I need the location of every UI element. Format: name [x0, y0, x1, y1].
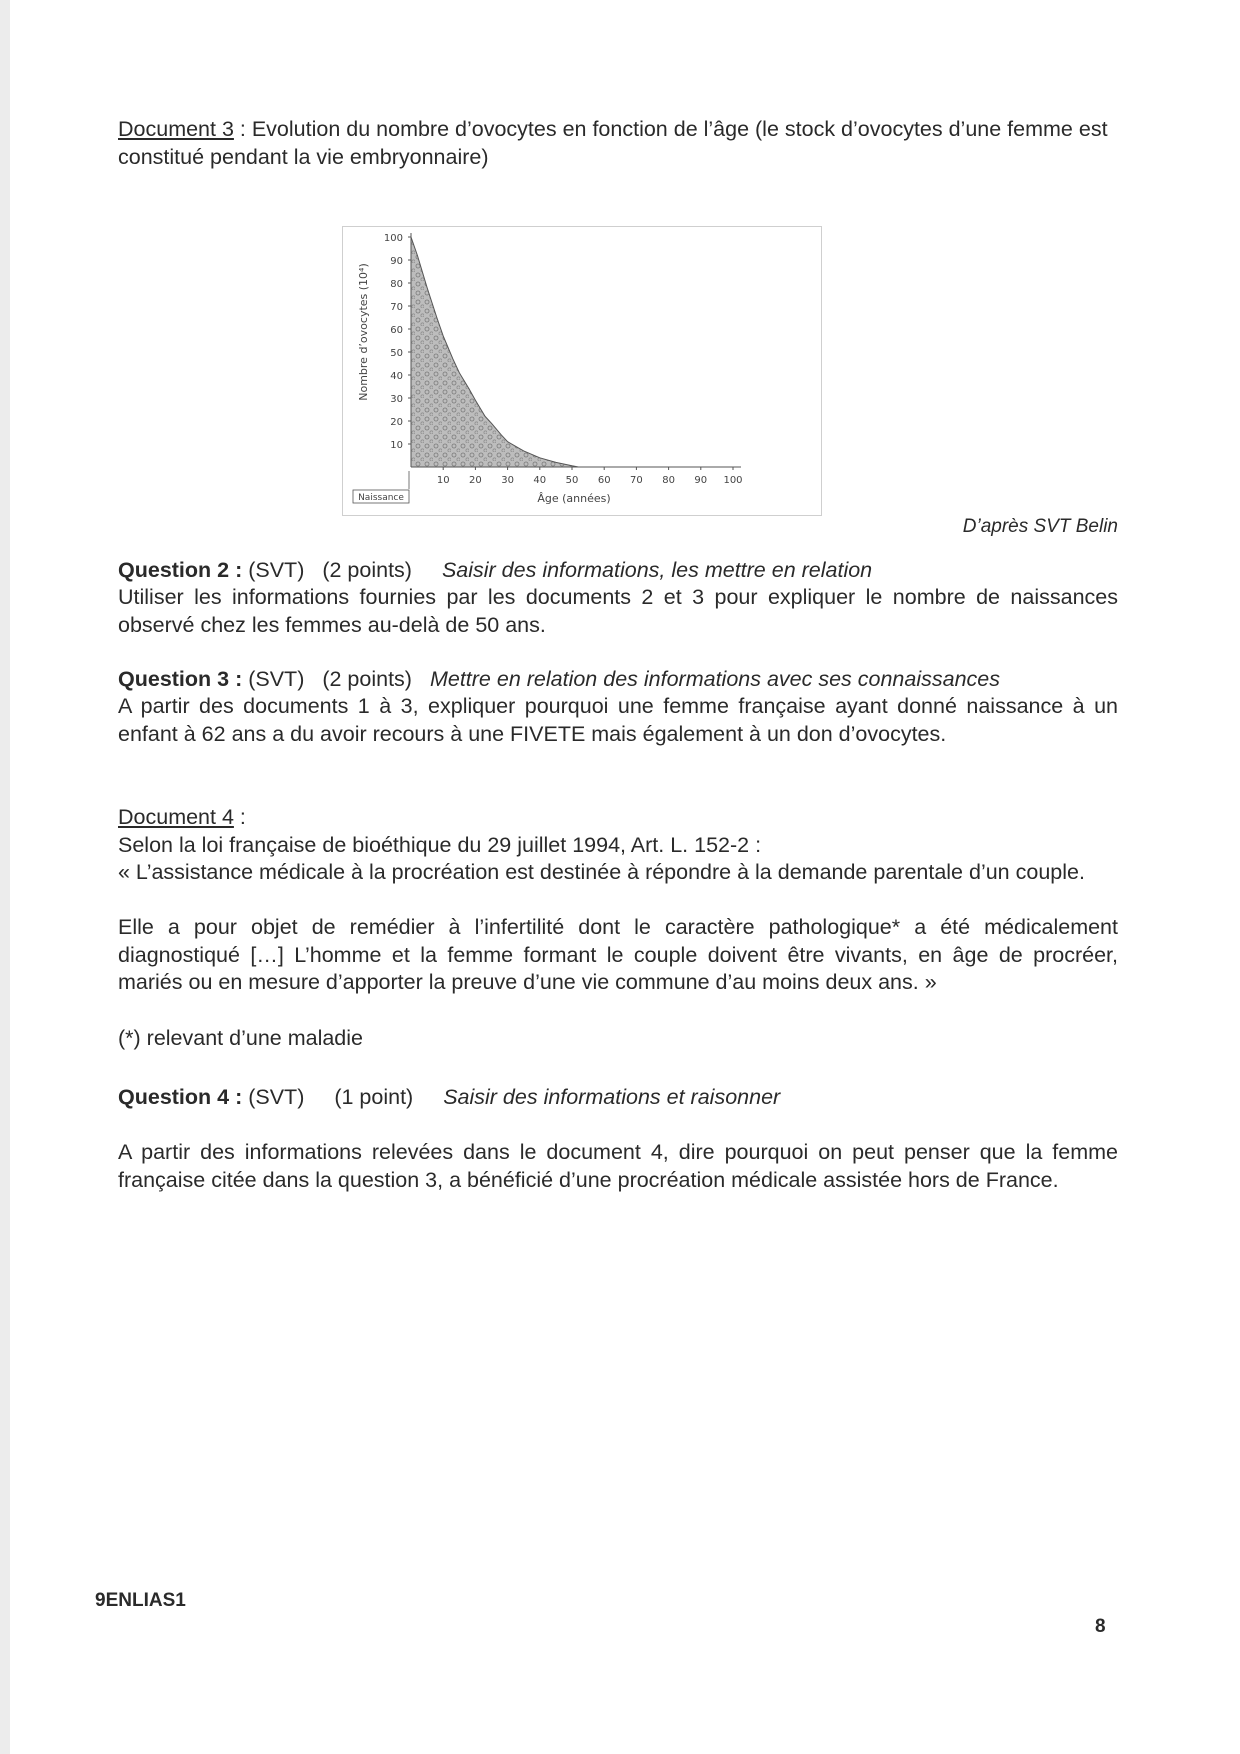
y-tick-label: 10 [390, 440, 403, 451]
document-4-title: Document 4 [118, 805, 234, 829]
question-2-label: Question 2 : [118, 558, 243, 582]
x-tick-label: 20 [469, 475, 482, 486]
y-tick-label: 40 [390, 371, 403, 382]
y-tick-label: 60 [390, 325, 403, 336]
oocyte-area [411, 237, 578, 467]
x-axis-label: Âge (années) [537, 492, 611, 505]
document-3-description: Evolution du nombre d’ovocytes en fonction de l’âge (le stock d’ovocytes d’une femme est constitué pendant la vie embryonnaire) [118, 117, 1108, 169]
y-tick-label: 20 [390, 417, 403, 428]
x-tick-label: 30 [501, 475, 514, 486]
page-number: 8 [1095, 1616, 1106, 1637]
x-tick-label: 40 [533, 475, 547, 486]
document-3-separator: : [233, 117, 252, 141]
document-4-separator: : [233, 805, 246, 829]
document-4-quote-part1: « L’assistance médicale à la procréation est destinée à répondre à la demande parentale d’un couple. [118, 860, 1085, 884]
y-tick-label: 90 [390, 256, 403, 267]
question-2-points: (2 points) [322, 558, 412, 582]
question-2-text: Utiliser les informations fournies par les documents 2 et 3 pour expliquer le nombre de naissances observé chez les femmes au-delà de 50 ans. [118, 585, 1118, 637]
question-4-label: Question 4 : [118, 1085, 243, 1109]
document-4-heading [118, 804, 1118, 832]
document-4-law-reference: Selon la loi française de bioéthique du 29 juillet 1994, Art. L. 152-2 : [118, 833, 762, 857]
x-tick-label: 80 [662, 475, 675, 486]
question-3-points: (2 points) [322, 667, 412, 691]
y-tick-label: 30 [390, 394, 403, 405]
document-3-title: Document 3 [118, 117, 234, 141]
x-tick-label: 50 [565, 475, 579, 486]
x-tick-label: 70 [630, 475, 643, 486]
y-tick-label: 50 [390, 348, 403, 359]
question-4-subject: (SVT) [248, 1085, 305, 1109]
scan-edge [0, 0, 10, 1754]
x-tick-label: 60 [597, 475, 611, 486]
question-3-skill: Mettre en relation des informations avec ses connaissances [429, 667, 1000, 691]
x-tick-label: 90 [694, 475, 708, 486]
question-4-points: (1 point) [334, 1085, 414, 1109]
question-4-skill: Saisir des informations et raisonner [443, 1085, 781, 1109]
y-tick-label: 80 [390, 279, 403, 290]
document-3-heading [118, 116, 1118, 171]
question-4-heading [118, 1084, 1118, 1112]
document-4-footnote: (*) relevant d’une maladie [118, 1026, 363, 1050]
birth-label: Naissance [358, 493, 404, 503]
question-2-subject: (SVT) [248, 558, 305, 582]
chart-frame [342, 226, 822, 516]
question-3-label: Question 3 : [118, 667, 243, 691]
question-3-subject: (SVT) [248, 667, 305, 691]
question-2-heading [118, 557, 1118, 585]
oocyte-chart [343, 227, 821, 515]
y-tick-label: 70 [390, 302, 403, 313]
x-tick-label: 10 [436, 475, 450, 486]
question-3-text: A partir des documents 1 à 3, expliquer pourquoi une femme française ayant donné naissance à un enfant à 62 ans a du avoir recours à une FIVETE mais également à un don d’ovocytes. [118, 694, 1118, 746]
birth-marker [353, 490, 409, 503]
source-credit: D’après SVT Belin [962, 516, 1118, 537]
question-4-text: A partir des informations relevées dans le document 4, dire pourquoi on peut penser que la femme française citée dans la question 3, a bénéficié d’une procréation médicale assistée hors de France. [118, 1140, 1118, 1192]
exam-code: 9ENLIAS1 [95, 1590, 186, 1611]
document-4-quote-part2: Elle a pour objet de remédier à l’infertilité dont le caractère pathologique* a été médicalement diagnostiqué […] L’homme et la femme formant le couple doivent être vivants, en âge de procréer, mariés ou en mesure d’apporter la preuve d’une vie commune d’au moins deux ans. » [118, 915, 1118, 994]
y-axis-label: Nombre d’ovocytes (10⁴) [357, 263, 370, 401]
question-3-heading [118, 666, 1118, 694]
y-tick-label: 100 [383, 233, 403, 244]
x-tick-label: 100 [723, 475, 743, 486]
question-2-skill: Saisir des informations, les mettre en relation [441, 558, 873, 582]
